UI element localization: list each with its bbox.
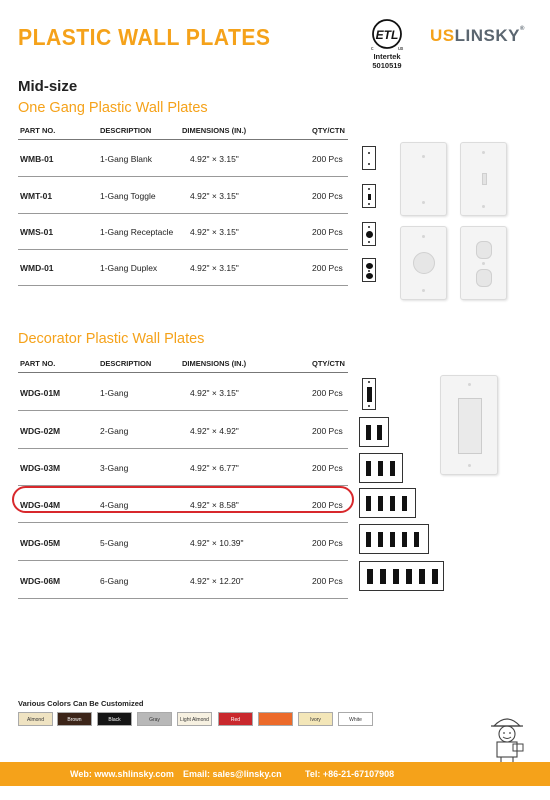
receptacle-plate-icon xyxy=(362,222,376,246)
receptacle-plate-image xyxy=(400,226,447,300)
dimensions: 4.92" × 6.77" xyxy=(190,463,239,473)
col-qty: QTY/CTN xyxy=(312,359,345,368)
svg-text:c: c xyxy=(371,46,374,52)
duplex-plate-image xyxy=(460,226,507,300)
quantity: 200 Pcs xyxy=(312,463,343,473)
decorator-table xyxy=(18,351,348,599)
part-no: WMD-01 xyxy=(20,263,54,273)
part-no: WDG-02M xyxy=(20,426,61,436)
part-no: WDG-04M xyxy=(20,500,61,510)
col-dim: DIMENSIONS (IN.) xyxy=(182,126,247,135)
part-no: WMS-01 xyxy=(20,227,54,237)
quantity: 200 Pcs xyxy=(312,154,343,164)
table-row xyxy=(18,140,348,177)
etl-logo-icon xyxy=(368,18,406,52)
part-no: WDG-06M xyxy=(20,576,61,586)
svg-text:us: us xyxy=(398,46,404,52)
col-qty: QTY/CTN xyxy=(312,126,345,135)
footer-web[interactable]: Web: www.shlinsky.com xyxy=(70,769,174,779)
part-no: WDG-01M xyxy=(20,388,61,398)
col-dim: DIMENSIONS (IN.) xyxy=(182,359,247,368)
footer-tel: Tel: +86-21-67107908 xyxy=(305,769,395,779)
decorator-5-gang-icon xyxy=(359,524,429,554)
col-part: PART NO. xyxy=(20,126,56,135)
dimensions: 4.92" × 3.15" xyxy=(190,388,239,398)
swatch-orange xyxy=(258,712,293,726)
svg-text:ETL: ETL xyxy=(375,28,399,42)
page-title: PLASTIC WALL PLATES xyxy=(18,24,271,50)
table-row xyxy=(18,523,348,561)
one-gang-table xyxy=(18,118,348,286)
part-no: WDG-03M xyxy=(20,463,61,473)
quantity: 200 Pcs xyxy=(312,191,343,201)
description: 1-Gang Blank xyxy=(100,154,152,164)
worker-mascot-icon xyxy=(482,712,532,764)
table-row xyxy=(18,373,348,411)
blank-plate-icon xyxy=(362,146,376,170)
cert-name: Intertek xyxy=(373,52,401,61)
swatch-white: White xyxy=(338,712,373,726)
description: 4-Gang xyxy=(100,500,129,510)
description: 6-Gang xyxy=(100,576,129,586)
brand-suffix: LINSKY xyxy=(454,26,520,45)
swatch-red: Red xyxy=(218,712,253,726)
part-no: WMT-01 xyxy=(20,191,53,201)
decorator-1-gang-icon xyxy=(362,378,376,410)
table-row xyxy=(18,561,348,599)
quantity: 200 Pcs xyxy=(312,500,343,510)
decorator-title: Decorator Plastic Wall Plates xyxy=(18,331,205,347)
swatch-brown: Brown xyxy=(57,712,92,726)
col-part: PART NO. xyxy=(20,359,56,368)
toggle-plate-icon xyxy=(362,184,376,208)
swatch-almond: Almond xyxy=(18,712,53,726)
description: 2-Gang xyxy=(100,426,129,436)
quantity: 200 Pcs xyxy=(312,263,343,273)
quantity: 200 Pcs xyxy=(312,227,343,237)
description: 1-Gang xyxy=(100,388,129,398)
col-desc: DESCRIPTION xyxy=(100,126,152,135)
swatch-ivory: Ivory xyxy=(298,712,333,726)
decorator-4-gang-icon xyxy=(359,488,416,518)
subtitle: Mid-size xyxy=(18,78,78,95)
swatch-light-almond: Light Almond xyxy=(177,712,212,726)
swatch-gray: Gray xyxy=(137,712,172,726)
swatch-black: Black xyxy=(97,712,132,726)
certification-mark xyxy=(362,18,412,70)
quantity: 200 Pcs xyxy=(312,576,343,586)
duplex-plate-icon xyxy=(362,258,376,282)
table-row xyxy=(18,214,348,250)
col-desc: DESCRIPTION xyxy=(100,359,152,368)
footer-email[interactable]: Email: sales@linsky.cn xyxy=(183,769,282,779)
description: 5-Gang xyxy=(100,538,129,548)
quantity: 200 Pcs xyxy=(312,538,343,548)
dimensions: 4.92" × 3.15" xyxy=(190,154,239,164)
cert-number: 5010519 xyxy=(372,61,402,70)
decorator-plate-image xyxy=(440,375,498,475)
decorator-6-gang-icon xyxy=(359,561,444,591)
description: 1-Gang Toggle xyxy=(100,191,156,201)
quantity: 200 Pcs xyxy=(312,426,343,436)
description: 3-Gang xyxy=(100,463,129,473)
dimensions: 4.92" × 3.15" xyxy=(190,191,239,201)
description: 1-Gang Receptacle xyxy=(100,227,174,237)
toggle-plate-image xyxy=(460,142,507,216)
highlight-oval xyxy=(12,486,354,513)
table-row xyxy=(18,449,348,486)
table-row xyxy=(18,250,348,286)
part-no: WMB-01 xyxy=(20,154,54,164)
one-gang-title: One Gang Plastic Wall Plates xyxy=(18,100,208,116)
footer-bar xyxy=(0,762,550,786)
table-row xyxy=(18,177,348,214)
dimensions: 4.92" × 8.58" xyxy=(190,500,239,510)
colors-title: Various Colors Can Be Customized xyxy=(18,699,144,708)
brand-prefix: US xyxy=(430,26,455,45)
table-row xyxy=(18,411,348,449)
decorator-2-gang-icon xyxy=(359,417,389,447)
dimensions: 4.92" × 3.15" xyxy=(190,263,239,273)
part-no: WDG-05M xyxy=(20,538,61,548)
quantity: 200 Pcs xyxy=(312,388,343,398)
dimensions: 4.92" × 12.20" xyxy=(190,576,244,586)
blank-plate-image xyxy=(400,142,447,216)
description: 1-Gang Duplex xyxy=(100,263,158,273)
dimensions: 4.92" × 3.15" xyxy=(190,227,239,237)
dimensions: 4.92" × 4.92" xyxy=(190,426,239,436)
brand-logo: USLINSKY® xyxy=(430,26,525,45)
decorator-3-gang-icon xyxy=(359,453,403,483)
table-header xyxy=(18,351,348,373)
table-header xyxy=(18,118,348,140)
dimensions: 4.92" × 10.39" xyxy=(190,538,244,548)
